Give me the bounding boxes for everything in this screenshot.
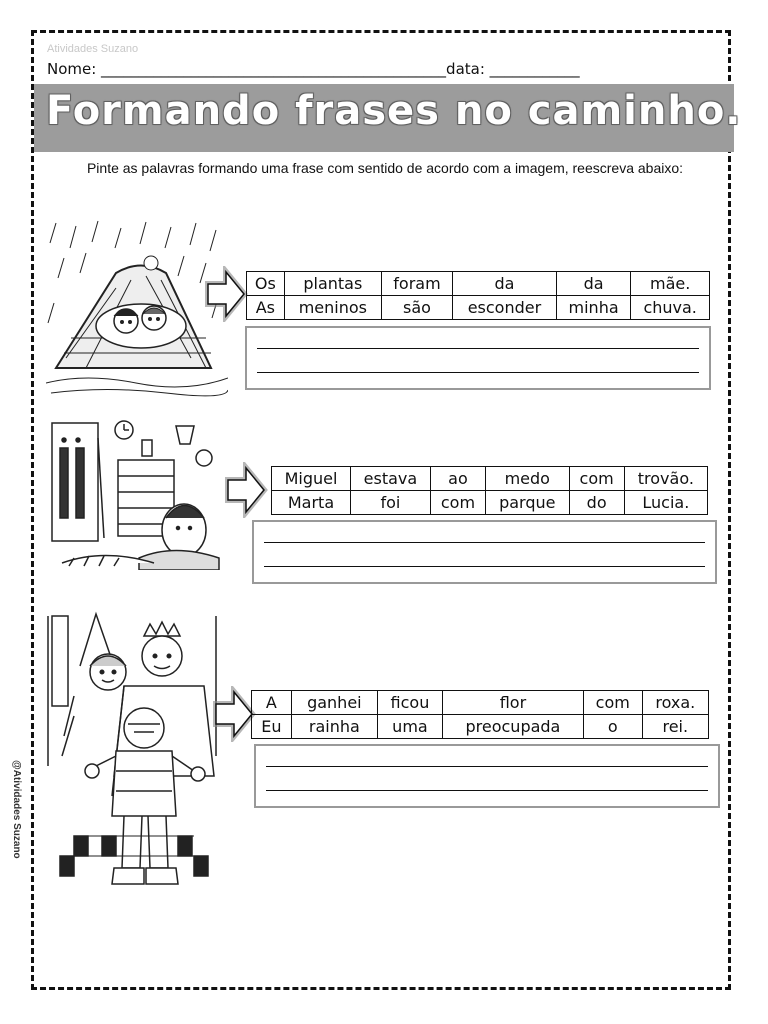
table-row: [252, 715, 709, 739]
king-queen-knight-illustration: [44, 606, 222, 898]
word-cell[interactable]: foi: [351, 491, 431, 515]
word-cell[interactable]: Miguel: [272, 467, 351, 491]
word-cell[interactable]: com: [430, 491, 485, 515]
word-cell[interactable]: Os: [247, 272, 285, 296]
word-cell[interactable]: da: [453, 272, 557, 296]
answer-box-1[interactable]: [245, 326, 711, 390]
answer-line: [264, 542, 705, 543]
children-in-tent-illustration: [46, 218, 228, 398]
word-cell[interactable]: Marta: [272, 491, 351, 515]
answer-line: [257, 348, 699, 349]
word-cell[interactable]: com: [569, 467, 624, 491]
answer-line: [266, 790, 708, 791]
instruction-text: Pinte as palavras formando uma frase com sentido de acordo com a imagem, reescreva abaixo:: [86, 160, 684, 176]
word-cell[interactable]: minha: [556, 296, 630, 320]
word-cell[interactable]: flor: [442, 691, 583, 715]
word-table-2: [271, 466, 708, 515]
side-credit: @Atividades Suzano: [11, 760, 22, 859]
word-cell[interactable]: meninos: [284, 296, 381, 320]
table-row: [247, 296, 710, 320]
word-table-1: [246, 271, 710, 320]
word-cell[interactable]: o: [583, 715, 642, 739]
word-cell[interactable]: esconder: [453, 296, 557, 320]
word-cell[interactable]: parque: [486, 491, 570, 515]
word-cell[interactable]: estava: [351, 467, 431, 491]
word-cell[interactable]: uma: [377, 715, 442, 739]
word-cell[interactable]: rei.: [642, 715, 708, 739]
word-cell[interactable]: ganhei: [291, 691, 377, 715]
word-table-3: [251, 690, 709, 739]
table-row: [272, 491, 708, 515]
word-cell[interactable]: roxa.: [642, 691, 708, 715]
word-cell[interactable]: medo: [486, 467, 570, 491]
arrow-right-icon: [212, 686, 256, 742]
word-cell[interactable]: Lucia.: [624, 491, 707, 515]
table-row: [247, 272, 710, 296]
word-cell[interactable]: foram: [382, 272, 453, 296]
word-cell[interactable]: com: [583, 691, 642, 715]
table-row: [272, 467, 708, 491]
answer-line: [266, 766, 708, 767]
word-cell[interactable]: ao: [430, 467, 485, 491]
word-cell[interactable]: chuva.: [631, 296, 710, 320]
arrow-right-icon: [204, 266, 248, 322]
answer-line: [257, 372, 699, 373]
word-cell[interactable]: do: [569, 491, 624, 515]
word-cell[interactable]: plantas: [284, 272, 381, 296]
word-cell[interactable]: trovão.: [624, 467, 707, 491]
answer-box-2[interactable]: [252, 520, 717, 584]
table-row: [252, 691, 709, 715]
child-bedroom-illustration: [44, 418, 226, 570]
word-cell[interactable]: rainha: [291, 715, 377, 739]
word-cell[interactable]: preocupada: [442, 715, 583, 739]
word-cell[interactable]: A: [252, 691, 292, 715]
word-cell[interactable]: Eu: [252, 715, 292, 739]
page-title: Formando frases no caminho.: [46, 88, 742, 134]
answer-box-3[interactable]: [254, 744, 720, 808]
name-date-line[interactable]: Nome: ______________________________________________data: ____________: [47, 60, 580, 78]
answer-line: [264, 566, 705, 567]
word-cell[interactable]: da: [556, 272, 630, 296]
word-cell[interactable]: As: [247, 296, 285, 320]
watermark: Atividades Suzano: [47, 43, 139, 55]
word-cell[interactable]: mãe.: [631, 272, 710, 296]
arrow-right-icon: [224, 462, 268, 518]
word-cell[interactable]: são: [382, 296, 453, 320]
word-cell[interactable]: ficou: [377, 691, 442, 715]
